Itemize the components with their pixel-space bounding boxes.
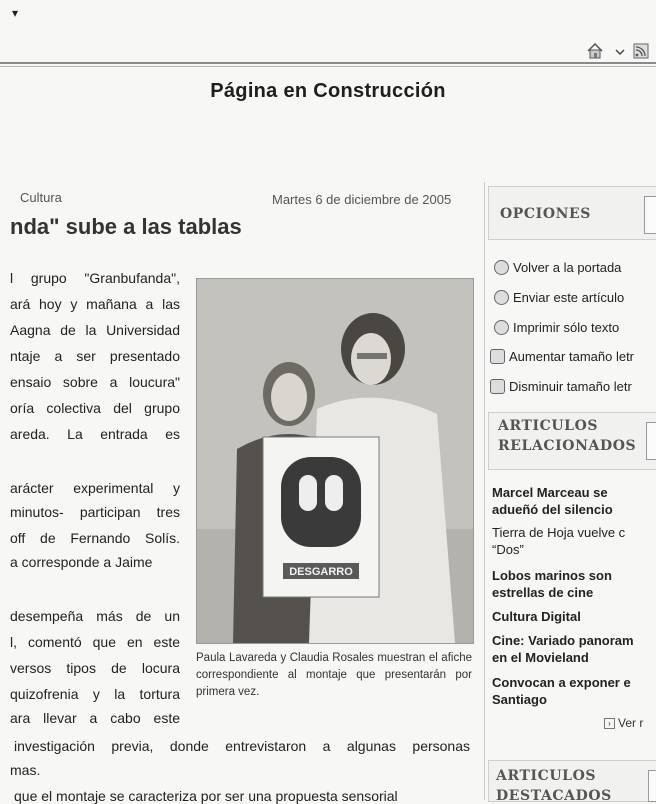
article-headline: nda" sube a las tablas <box>10 214 242 239</box>
options-title: OPCIONES <box>500 206 591 222</box>
dropdown-arrow-icon[interactable]: ▾ <box>12 6 19 20</box>
body-line: investigación previa, donde entrevistaron a algunas personas <box>14 738 470 754</box>
body-line: ntaje a ser presentado <box>10 348 180 364</box>
body-line: arácter experimental y <box>10 480 180 496</box>
option-send-article[interactable] <box>494 290 624 305</box>
option-label: Enviar este artículo <box>513 290 625 305</box>
related-article-link[interactable]: Convocan a exponer e Santiago <box>492 675 631 707</box>
body-line: areda. La entrada es <box>10 426 180 442</box>
body-line: minutos- participan tres <box>10 504 180 520</box>
rss-icon[interactable] <box>634 44 648 58</box>
body-line: ara llevar a cabo este <box>10 710 180 726</box>
toolbar-divider <box>0 62 656 64</box>
option-increase-font[interactable] <box>490 349 634 364</box>
body-line: quizofrenia y la tortura <box>10 686 180 702</box>
featured-title-line2: DESTACADOS <box>496 788 612 804</box>
body-line: desempeña más de un <box>10 608 180 624</box>
body-line: ará hoy y mañana a las <box>10 296 180 312</box>
related-article-link[interactable]: Marcel Marceau se adueñó del silencio <box>492 485 613 517</box>
toolbar-icons <box>586 40 656 62</box>
option-label: Volver a la portada <box>513 260 622 275</box>
body-line: versos tipos de locura <box>10 660 180 676</box>
sidebar-divider <box>484 182 485 800</box>
chevron-down-icon[interactable] <box>616 50 624 54</box>
option-print-text[interactable] <box>494 320 619 335</box>
related-title-line2: RELACIONADOS <box>498 438 637 454</box>
mail-icon <box>494 290 509 305</box>
body-line: Aagna de la Universidad <box>10 322 180 338</box>
related-title-line1: ARTICULOS <box>498 418 599 434</box>
related-tab <box>646 422 656 460</box>
article-photo <box>196 278 474 644</box>
option-decrease-font[interactable] <box>490 379 632 394</box>
zoom-in-icon <box>490 349 505 364</box>
related-article-link[interactable]: Cine: Variado panoram en el Movieland <box>492 633 634 665</box>
body-line: a corresponde a Jaime <box>10 554 153 570</box>
toolbar-divider-secondary <box>0 66 656 67</box>
body-line: oría colectiva del grupo <box>10 400 180 416</box>
option-label: Aumentar tamaño letr <box>509 349 635 364</box>
body-line: que el montaje se caracteriza por ser una propuesta sensorial <box>14 788 398 804</box>
home-icon[interactable] <box>588 44 602 58</box>
option-label: Imprimir sólo texto <box>513 320 620 335</box>
body-line: mas. <box>10 762 41 778</box>
related-article-link[interactable]: Lobos marinos son estrellas de cine <box>492 568 612 600</box>
related-article-link[interactable]: Cultura Digital <box>492 609 581 624</box>
featured-title-line1: ARTICULOS <box>496 768 597 784</box>
featured-tab <box>648 770 656 802</box>
body-line: l grupo "Granbufanda", <box>10 270 180 286</box>
photo-illustration <box>197 279 473 643</box>
related-article-link[interactable]: Tierra de Hoja vuelve c “Dos” <box>492 525 626 557</box>
section-label[interactable]: Cultura <box>20 190 62 205</box>
zoom-out-icon <box>490 379 505 394</box>
body-line: l, comentó que en este <box>10 634 180 650</box>
see-more-link[interactable]: › Ver r <box>604 716 643 730</box>
body-line: off de Fernando Solís. <box>10 530 180 546</box>
body-line: ensaio sobre a loucura" <box>10 374 180 390</box>
options-tab <box>644 196 656 234</box>
poster-title: DESGARRO <box>289 566 353 578</box>
option-back-to-home[interactable] <box>494 260 621 275</box>
home-icon <box>494 260 509 275</box>
photo-caption: Paula Lavareda y Claudia Rosales muestran el afiche correspondiente al montaje que presentarán por primera vez. <box>196 652 472 698</box>
construction-banner: Página en Construcción <box>210 80 446 102</box>
print-icon <box>494 320 509 335</box>
option-label: Disminuir tamaño letr <box>509 379 632 394</box>
article-date: Martes 6 de diciembre de 2005 <box>272 192 452 207</box>
arrow-right-icon: › <box>604 718 615 729</box>
